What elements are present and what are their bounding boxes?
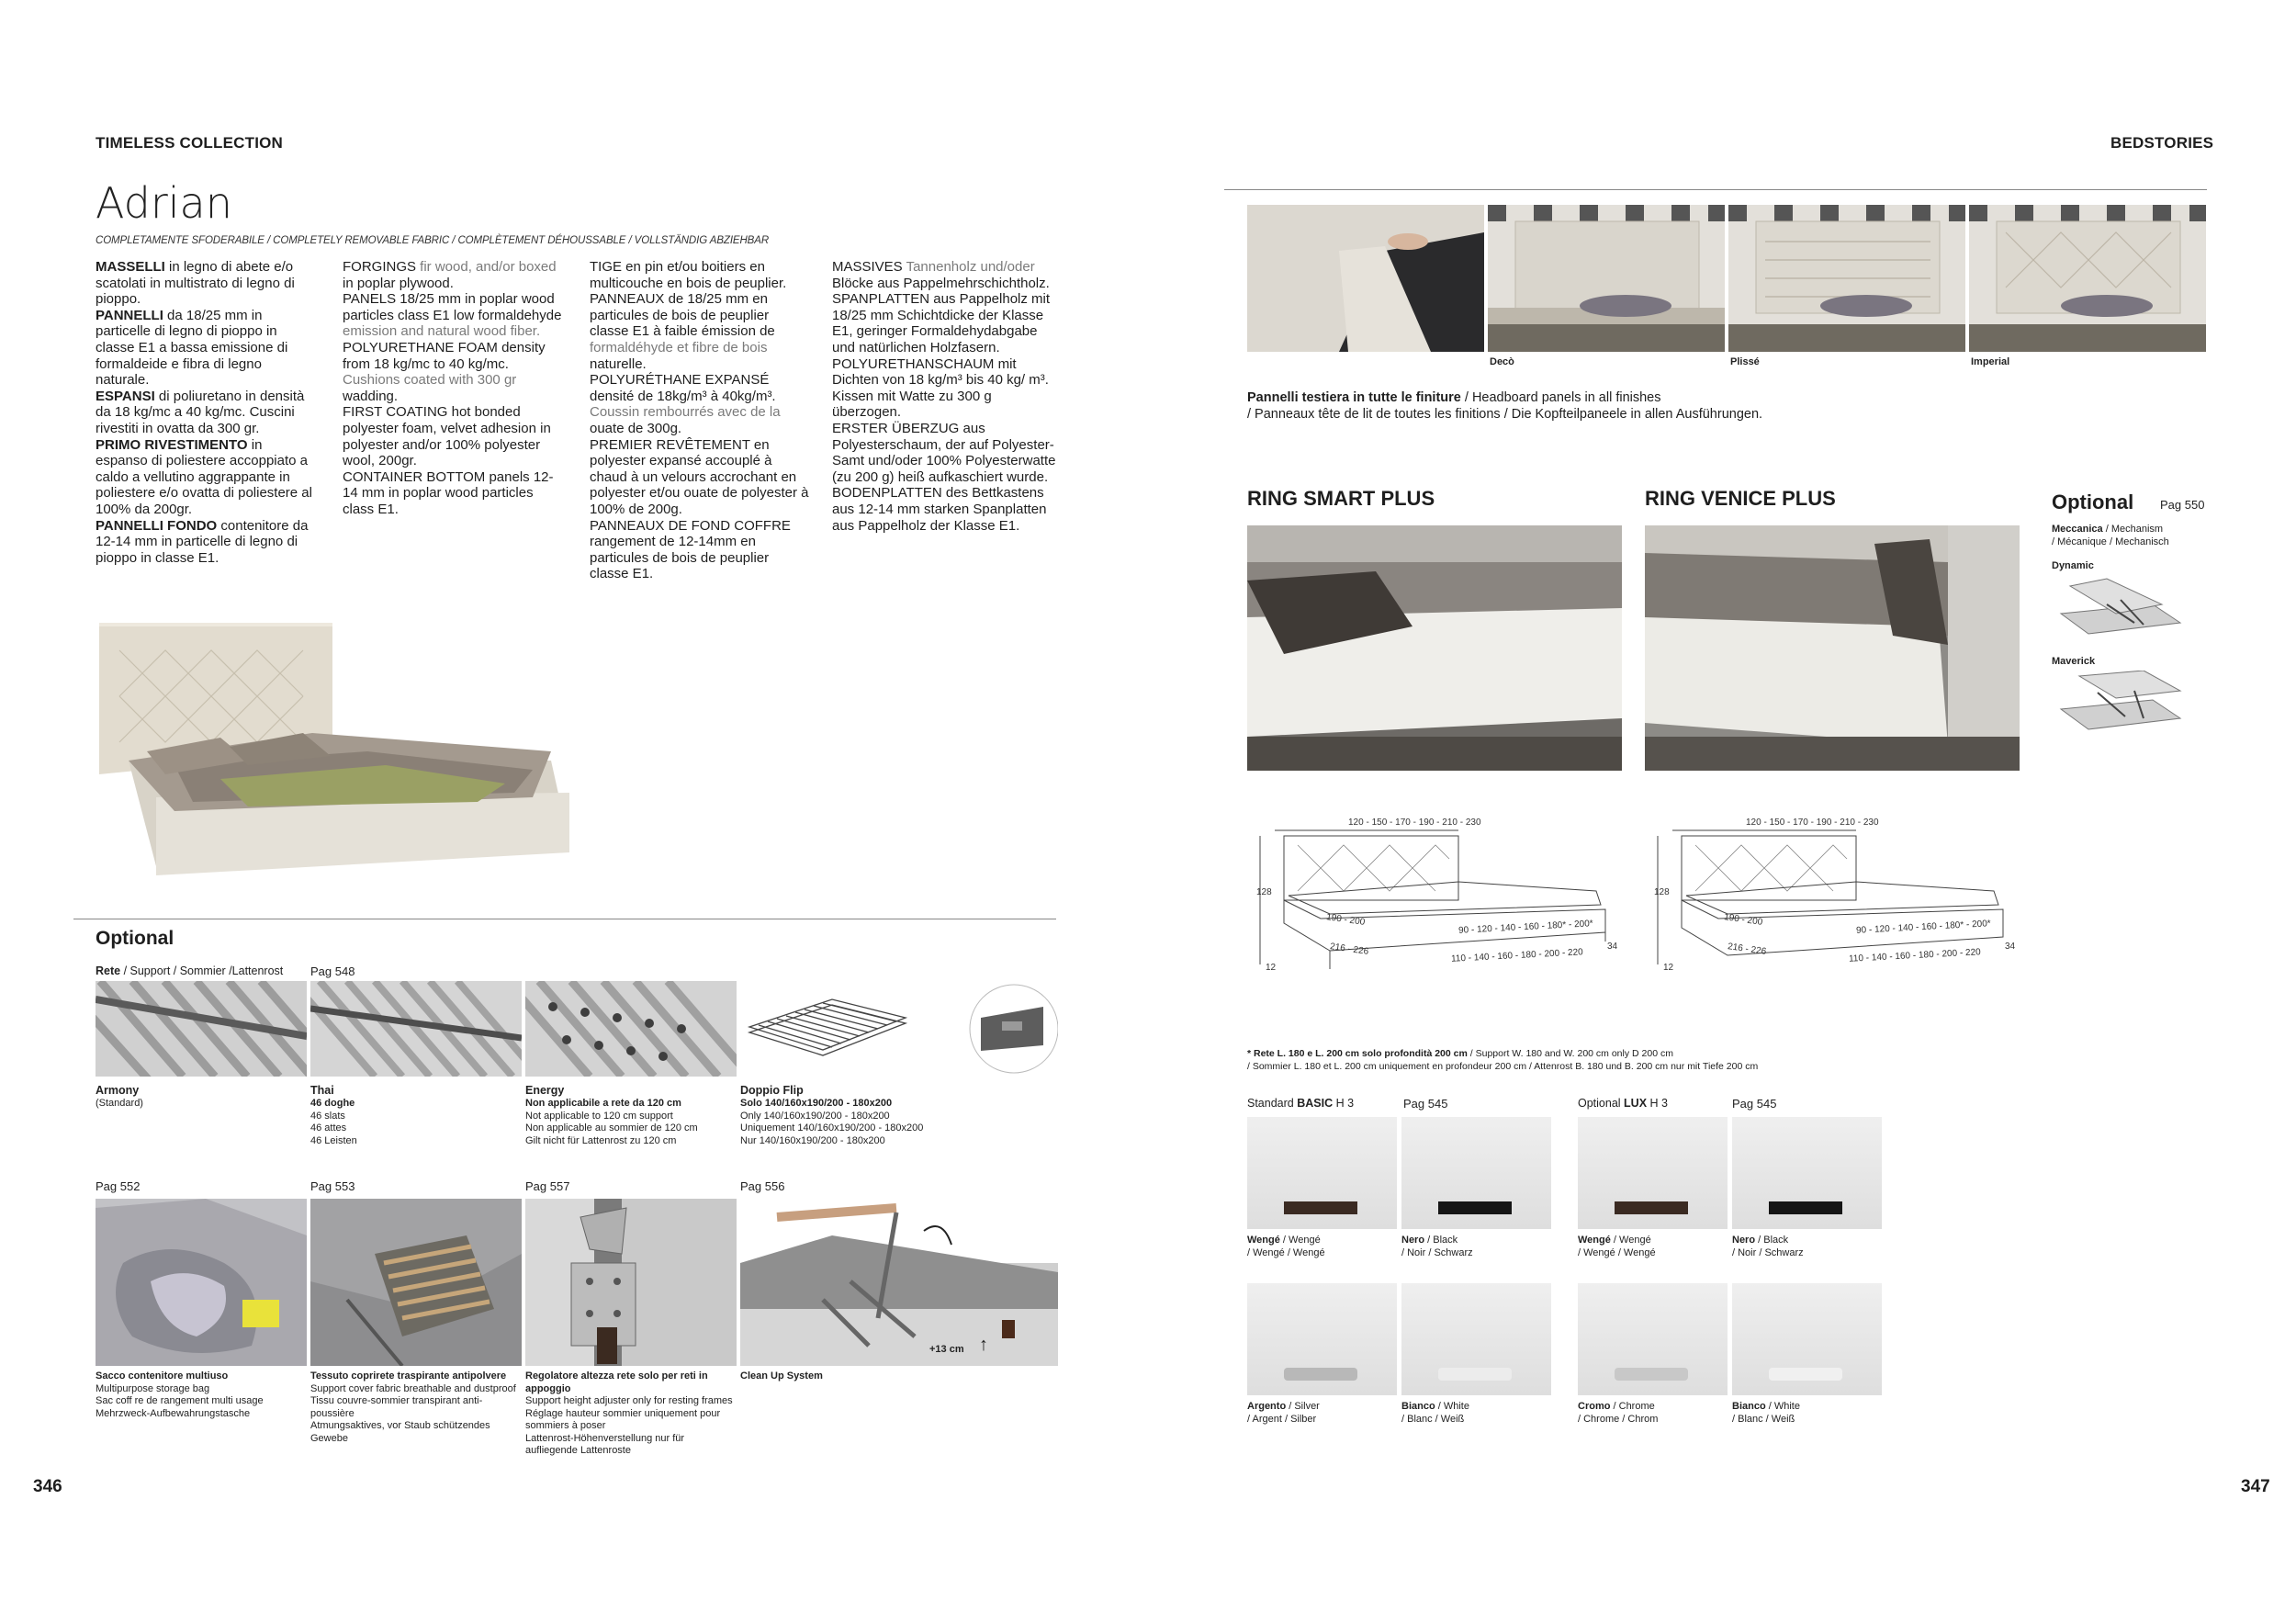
foot-finish-caption (1578, 1235, 1656, 1259)
bag-page-ref: Pag 552 (96, 1179, 141, 1193)
ring-smart-title: RING SMART PLUS (1247, 487, 1435, 510)
description-text: Blöcke aus Pappelmehrschichtholz. (832, 275, 1050, 291)
accessory-detail: Sac coff re de rangement multi usage (96, 1395, 264, 1406)
slat-detail: Non applicable au sommier de 120 cm (525, 1122, 698, 1133)
finish-name-fr-de: / Noir / Schwarz (1401, 1246, 1473, 1258)
description-text: di poliuretano in densità da 18 kg/mc a 40 kg/mc. Cuscini rivestiti in ovatta da 300 gr. (96, 388, 305, 436)
clean-up-system-image (740, 1199, 1058, 1366)
brand-label: BEDSTORIES (2110, 134, 2214, 152)
panels-caption: Pannelli testiera in tutte le finiture / Headboard panels in all finishes / Panneaux tête de lit de toutes les finitions / Die Kopfteilpaneele in allen Ausführungen. (1247, 390, 1763, 422)
slat-detail: 46 doghe (310, 1098, 355, 1109)
headboard-plisse-image (1728, 205, 1965, 352)
accessory-detail: Réglage hauteur sommier uniquement pour (525, 1407, 721, 1419)
description-paragraph (832, 259, 1062, 291)
foot-finish-image (1247, 1283, 1397, 1395)
description-text-light: Coussin rembourrés avec de la (590, 404, 781, 421)
description-text: TIGE en pin et/ou boitiers en multicouche en bois de peuplier. (590, 259, 787, 291)
description-paragraph (96, 308, 316, 389)
finish-name: Nero (1401, 1235, 1425, 1246)
description-term: PANNELLI FONDO (96, 517, 218, 534)
description-de (832, 259, 1062, 534)
description-en (343, 259, 563, 518)
height-adjuster-image (525, 1199, 737, 1366)
dustproof-cover-caption (310, 1370, 522, 1445)
foot-swatch (1438, 1201, 1512, 1214)
description-text: SPANPLATTEN aus Pappelholz mit 18/25 mm Schichtdicke der Klasse E1, geringer Formaldehydabgabe und natürlichen Holzfasern. (832, 291, 1051, 355)
page-number-left: 346 (33, 1477, 62, 1496)
finish-name: Bianco (1732, 1401, 1766, 1412)
rete-page-ref: Pag 548 (310, 964, 355, 978)
foot-swatch (1769, 1201, 1842, 1214)
dim-height: 128 (1654, 887, 1670, 897)
description-paragraph (343, 340, 563, 404)
dim-head-depth: 190 - 200 (1723, 912, 1763, 928)
description-text: contenitore da 12-14 mm in particelle di legno di pioppo in classe E1. (96, 517, 309, 566)
description-text: wadding. (343, 388, 399, 404)
collection-label: TIMELESS COLLECTION (96, 134, 284, 152)
finish-name-fr-de: / Noir / Schwarz (1732, 1246, 1804, 1258)
dustproof-cover-image (310, 1199, 522, 1366)
accessory-detail: Mehrzweck-Aufbewahrungstasche (96, 1407, 251, 1419)
accessory-detail: sommiers à poser (525, 1420, 606, 1431)
slat-detail: Uniquement 140/160x190/200 - 180x200 (740, 1122, 924, 1133)
ring-smart-plus-image (1247, 525, 1622, 771)
basic-page-ref: Pag 545 (1403, 1097, 1448, 1111)
description-text: PREMIER REVÊTEMENT en polyester expansé accouplé à chaud à un velours accrochant en polyester et/ou ouate de polyester à 100% de 200g. (590, 436, 809, 517)
description-text-light: Tannenholz und/oder (906, 259, 1035, 275)
mechanism-dynamic-label: Dynamic (2052, 560, 2094, 571)
headboard-deco-image (1488, 205, 1725, 352)
description-text: in legno di abete e/o scatolati in multistrato di legno di pioppo. (96, 259, 295, 308)
accessory-name: Clean Up System (740, 1370, 823, 1382)
adjuster-page-ref: Pag 557 (525, 1179, 570, 1193)
description-paragraph (590, 518, 810, 582)
page-title: Adrian (96, 178, 232, 228)
dim-side: 34 (1607, 942, 1618, 952)
finish-name: Wengé (1247, 1235, 1280, 1246)
foot-finish-image (1578, 1283, 1728, 1395)
dim-foot: 12 (1266, 963, 1277, 973)
slat-detail: Not applicable to 120 cm support (525, 1110, 673, 1122)
description-term: ESPANSI (96, 388, 155, 404)
foot-swatch (1769, 1368, 1842, 1381)
lux-feet-label: Optional LUX H 3 (1578, 1097, 1668, 1110)
finish-name-fr-de: / Wengé / Wengé (1247, 1246, 1325, 1258)
foot-finish-image (1578, 1117, 1728, 1229)
slat-doppio-flip-caption (740, 1084, 979, 1147)
accessory-detail: Gewebe (310, 1432, 348, 1444)
description-text: FIRST COATING hot bonded polyester foam, velvet adhesion in polyester and/or 100% polyester wool, 200gr. (343, 404, 551, 469)
finish-name: Wengé (1578, 1235, 1611, 1246)
description-term: PANNELLI (96, 307, 163, 323)
finish-name: Argento (1247, 1401, 1287, 1412)
foot-finish-image (1247, 1117, 1397, 1229)
description-paragraph (96, 437, 316, 518)
slat-detail: Only 140/160x190/200 - 180x200 (740, 1110, 890, 1122)
slat-name: Energy (525, 1084, 565, 1097)
slat-detail: Nur 140/160x190/200 - 180x200 (740, 1134, 885, 1146)
description-paragraph (832, 356, 1062, 421)
headboard-deco-label: Decò (1490, 356, 1514, 367)
storage-bag-caption (96, 1370, 307, 1420)
slat-thai-caption (310, 1084, 522, 1147)
accessory-detail: aufliegende Lattenroste (525, 1445, 631, 1456)
description-text-light: emission and natural wood fiber. (343, 323, 541, 340)
description-paragraph (590, 437, 810, 518)
ring-venice-plus-image (1645, 525, 2020, 771)
headboard-imperial-label: Imperial (1971, 356, 2010, 367)
support-note: * Rete L. 180 e L. 200 cm solo profondità 200 cm / Support W. 180 and W. 200 cm only D 200 cm / Sommier L. 180 et L. 200 cm uniquement en profondeur 200 cm / Attenrost B. 180 und B. 200 cm nur mit Tiefe 200 cm (1247, 1048, 1759, 1072)
description-text: MASSIVES (832, 259, 906, 275)
description-text: naturelle. (590, 355, 647, 372)
foot-finish-image (1401, 1283, 1551, 1395)
description-text-light: fir wood, and/or boxed (420, 259, 557, 275)
slat-armony-caption (96, 1084, 307, 1111)
description-text: BODENPLATTEN des Bettkastens aus 12-14 mm starken Spanplatten aus Pappelholz der Klasse E1. (832, 485, 1047, 534)
description-paragraph (832, 421, 1062, 485)
foot-finish-caption (1247, 1401, 1320, 1426)
foot-finish-caption (1401, 1401, 1469, 1426)
description-paragraph (590, 372, 810, 436)
top-divider (1224, 189, 2207, 190)
description-term: MASSELLI (96, 259, 165, 275)
finish-name: Nero (1732, 1235, 1756, 1246)
mechanism-dynamic-image (2052, 577, 2189, 643)
rete-label: Rete / Support / Sommier /Lattenrost (96, 964, 284, 977)
optional-title: Optional (96, 928, 174, 949)
accessory-name: Sacco contenitore multiuso (96, 1370, 229, 1382)
slat-energy-caption (525, 1084, 737, 1147)
description-paragraph (590, 291, 810, 372)
cleanup-page-ref: Pag 556 (740, 1179, 785, 1193)
finish-name-fr-de: / Chrome / Chrom (1578, 1413, 1659, 1425)
dim-length: 216 - 226 (1727, 942, 1767, 957)
accessory-detail: poussière (310, 1407, 355, 1419)
foot-finish-image (1401, 1117, 1551, 1229)
description-paragraph (832, 291, 1062, 355)
description-text: CONTAINER BOTTOM panels 12-14 mm in poplar wood particles class E1. (343, 468, 554, 517)
accessory-detail: Multipurpose storage bag (96, 1382, 210, 1394)
finish-name-en: / White (1765, 1401, 1800, 1412)
slats-doppio-flip-image (740, 981, 1058, 1077)
foot-finish-caption (1401, 1235, 1473, 1259)
description-paragraph (343, 291, 563, 340)
finish-name: Cromo (1578, 1401, 1611, 1412)
description-text-light: formaldéhyde et fibre de bois (590, 339, 768, 355)
finish-name-en: / White (1435, 1401, 1469, 1412)
accessory-detail: Lattenrost-Höhenverstellung nur für (525, 1432, 685, 1444)
dim-foot: 12 (1663, 963, 1674, 973)
description-text: ouate de 300g. (590, 420, 682, 436)
basic-feet-label: Standard BASIC H 3 (1247, 1097, 1355, 1110)
slats-thai-image (310, 981, 522, 1077)
foot-finish-caption (1732, 1401, 1800, 1426)
clean-up-system-caption (740, 1370, 951, 1383)
page-number-right: 347 (2241, 1477, 2270, 1496)
dim-length: 216 - 226 (1329, 942, 1369, 957)
arrow-up-icon: ↑ (979, 1335, 988, 1355)
finish-name-en: / Chrome (1610, 1401, 1655, 1412)
ring-venice-title: RING VENICE PLUS (1645, 487, 1836, 510)
foot-swatch (1284, 1201, 1357, 1214)
cover-page-ref: Pag 553 (310, 1179, 355, 1193)
description-text: POLYURÉTHANE EXPANSÉ densité de 18kg/m³ à 40kg/m³. (590, 372, 776, 404)
finish-name-fr-de: / Argent / Silber (1247, 1413, 1317, 1425)
adrian-bed-image (92, 614, 569, 880)
slat-name: Doppio Flip (740, 1084, 804, 1097)
slat-detail: 46 attes (310, 1122, 347, 1133)
finish-name-en: / Wengé (1610, 1235, 1651, 1246)
headboard-plisse-label: Plissé (1730, 356, 1760, 367)
storage-bag-image (96, 1199, 307, 1366)
foot-finish-caption (1247, 1235, 1325, 1259)
mechanism-page-ref: Pag 550 (2160, 498, 2205, 512)
description-text: in poplar plywood. (343, 275, 454, 291)
headboard-detail-image (1247, 205, 1484, 352)
mechanism-maverick-image (2052, 671, 2189, 737)
description-text: PANNEAUX DE FOND COFFRE rangement de 12-14mm en particules de bois de peuplier classe E1. (590, 517, 791, 582)
foot-finish-caption (1578, 1401, 1658, 1426)
description-text: ERSTER ÜBERZUG aus Polyesterschaum, der auf Polyester-Samt und/oder 100% Polyesterwatte (zu 200 g) heiß aufkaschiert wurde. (832, 420, 1056, 485)
finish-name-fr-de: / Blanc / Weiß (1732, 1413, 1795, 1425)
foot-swatch (1615, 1368, 1688, 1381)
description-term: PRIMO RIVESTIMENTO (96, 436, 248, 453)
accessory-name: Regolatore altezza rete solo per reti in appoggio (525, 1370, 708, 1394)
foot-finish-image (1732, 1117, 1882, 1229)
dim-widths: 120 - 150 - 170 - 190 - 210 - 230 (1348, 818, 1481, 828)
slat-detail: (Standard) (96, 1098, 143, 1109)
clean-up-dim: +13 cm (929, 1344, 964, 1355)
description-text: FORGINGS (343, 259, 421, 275)
finish-name: Bianco (1401, 1401, 1435, 1412)
slat-detail: Non applicabile a rete da 120 cm (525, 1098, 681, 1109)
description-paragraph (96, 389, 316, 437)
description-text: POLYURETHANSCHAUM mit Dichten von 18 kg/m³ bis 40 kg/ m³. Kissen mit Watte zu 300 g überzogen. (832, 355, 1049, 421)
description-paragraph (96, 518, 316, 567)
description-paragraph (343, 259, 563, 291)
description-paragraph (832, 485, 1062, 534)
ring-venice-dimension-drawing (1645, 808, 2031, 992)
foot-swatch (1284, 1368, 1357, 1381)
slat-detail: 46 Leisten (310, 1134, 357, 1146)
description-text: da 18/25 mm in particelle di legno di pioppo in classe E1 a bassa emissione di formaldeide e fibra di legno naturale. (96, 307, 288, 389)
dim-head-depth: 190 - 200 (1325, 912, 1366, 928)
subtitle: COMPLETAMENTE SFODERABILE / COMPLETELY REMOVABLE FABRIC / COMPLÈTEMENT DÉHOUSSABLE / VOLLSTÄNDIG ABZIEHBAR (96, 235, 770, 246)
slat-detail: 46 slats (310, 1110, 345, 1122)
ring-smart-dimension-drawing (1247, 808, 1633, 992)
description-it (96, 259, 316, 566)
mechanism-caption: Meccanica / Mechanism / Mécanique / Mechanisch (2052, 524, 2169, 547)
description-text-light: Cushions coated with 300 gr (343, 372, 517, 389)
slats-armony-image (96, 981, 307, 1077)
dim-mattress: 90 - 120 - 140 - 160 - 180* - 200* (1855, 919, 1991, 936)
height-adjuster-caption (525, 1370, 737, 1458)
dim-mattress: 90 - 120 - 140 - 160 - 180* - 200* (1458, 919, 1593, 936)
description-paragraph (343, 404, 563, 468)
optional-mechanism-title: Optional (2052, 491, 2134, 513)
dim-height: 128 (1256, 887, 1272, 897)
accessory-detail: Tissu couvre-sommier transpirant anti- (310, 1395, 483, 1406)
finish-name-fr-de: / Wengé / Wengé (1578, 1246, 1656, 1258)
headboard-imperial-image (1969, 205, 2206, 352)
dim-overall: 110 - 140 - 160 - 180 - 200 - 220 (1450, 947, 1584, 964)
finish-name-en: / Black (1424, 1235, 1458, 1246)
description-text: PANELS 18/25 mm in poplar wood particles class E1 low formaldehyde (343, 291, 562, 323)
foot-swatch (1615, 1201, 1688, 1214)
slat-detail: Gilt nicht für Lattenrost zu 120 cm (525, 1134, 677, 1146)
accessory-name: Tessuto copriretе traspirante antipolvere (310, 1370, 507, 1382)
description-text: in espanso di poliestere accoppiato a caldo a vellutino aggrappante in poliestere e/o ovatta di poliestere al 100% da 200gr. (96, 436, 312, 517)
finish-name-fr-de: / Blanc / Weiß (1401, 1413, 1465, 1425)
accessory-detail: Support height adjuster only for resting frames (525, 1395, 733, 1406)
finish-name-en: / Silver (1286, 1401, 1320, 1412)
description-paragraph (96, 259, 316, 308)
description-text: POLYURETHANE FOAM density from 18 kg/mc to 40 kg/mc. (343, 339, 546, 372)
description-text: PANNEAUX de 18/25 mm en particules de bois de peuplier classe E1 à faible émission de (590, 291, 775, 340)
lux-page-ref: Pag 545 (1732, 1097, 1777, 1111)
accessory-detail: Atmungsaktives, vor Staub schützendes (310, 1420, 490, 1431)
dim-overall: 110 - 140 - 160 - 180 - 200 - 220 (1848, 947, 1982, 964)
description-fr (590, 259, 810, 582)
dim-widths: 120 - 150 - 170 - 190 - 210 - 230 (1746, 818, 1879, 828)
finish-name-en: / Black (1755, 1235, 1789, 1246)
mechanism-maverick-label: Maverick (2052, 656, 2096, 667)
foot-finish-image (1732, 1283, 1882, 1395)
dim-side: 34 (2005, 942, 2016, 952)
foot-finish-caption (1732, 1235, 1804, 1259)
foot-swatch (1438, 1368, 1512, 1381)
accessory-detail: Support cover fabric breathable and dustproof (310, 1382, 516, 1394)
description-paragraph (343, 469, 563, 518)
slat-name: Thai (310, 1084, 334, 1097)
finish-name-en: / Wengé (1279, 1235, 1321, 1246)
slats-energy-image (525, 981, 737, 1077)
description-paragraph (590, 259, 810, 291)
slat-name: Armony (96, 1084, 140, 1097)
slat-detail: Solo 140/160x190/200 - 180x200 (740, 1098, 893, 1109)
